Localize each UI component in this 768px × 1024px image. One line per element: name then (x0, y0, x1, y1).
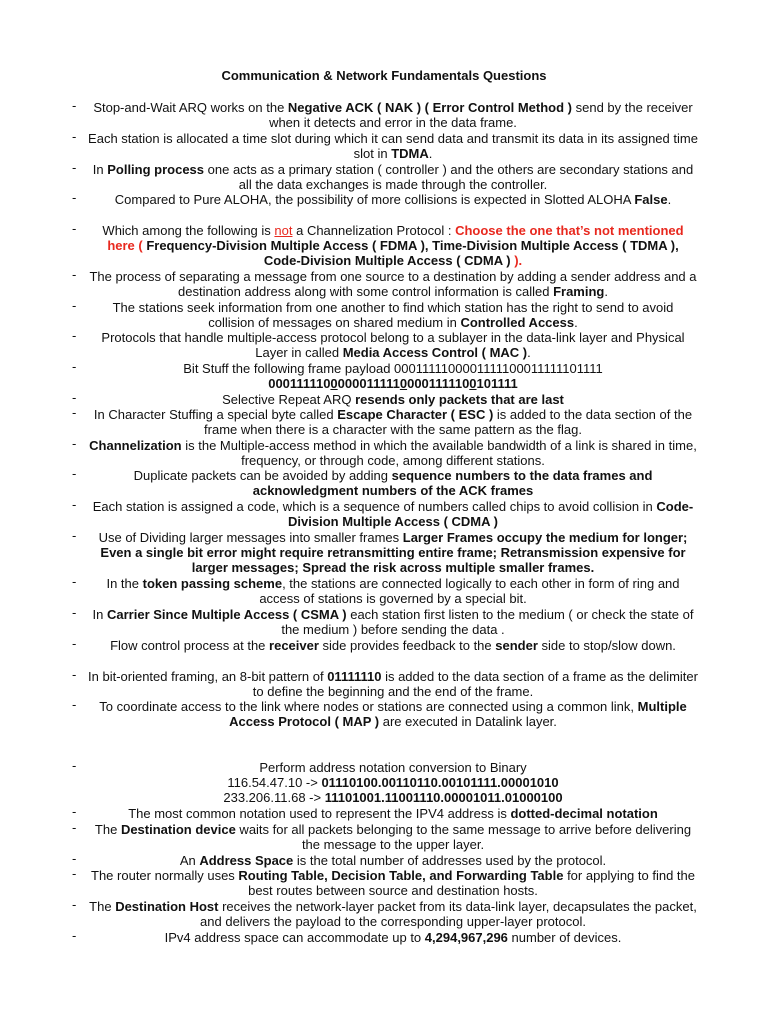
bullet-dash: - (72, 221, 77, 236)
bullet-dash: - (72, 667, 77, 682)
bold-text: Choose the one that’s not mentioned here ( (107, 223, 684, 254)
text-run: number of devices. (507, 930, 622, 945)
text-run: The stations seek information from one another to find which station has the right to send to avoid collision of messages on shared medium in (112, 300, 674, 331)
text-run: one acts as a primary station ( controller ) and the others are secondary stations and all the data exchanges is made through the controller. (204, 162, 694, 193)
bold-text: ). (510, 253, 523, 269)
bold-text: resends only packets that are last (355, 392, 564, 407)
bullet-dash: - (72, 897, 77, 912)
text-run: is added to the data section of the frame when there is a character with the same pattern as the flag. (204, 407, 693, 438)
list-item (0, 853, 768, 868)
bold-text: Escape Character ( ESC ) (337, 407, 494, 422)
list-item (0, 930, 768, 945)
list-item-text (88, 499, 698, 529)
list-item-text (88, 100, 698, 130)
bold-text: Code-Division Multiple Access ( CDMA ) (288, 499, 694, 530)
text-run: The (89, 899, 116, 914)
bullet-dash: - (72, 758, 77, 773)
list-item-text (88, 930, 698, 945)
list-item-text (88, 530, 698, 576)
text-run: 233.206.11.68 -> (223, 790, 325, 806)
list-item-text (88, 361, 698, 391)
bullet-dash: - (72, 928, 77, 943)
bullet-dash: - (72, 804, 77, 819)
list-item (0, 530, 768, 576)
list-item (0, 607, 768, 637)
text-run: An (179, 853, 200, 868)
text-run: Duplicate packets can be avoided by adding (133, 468, 392, 483)
list-item-text (88, 330, 698, 360)
list-item-text (88, 407, 698, 437)
text-run: In Character Stuffing a special byte called (93, 407, 338, 422)
bullet-dash: - (72, 851, 77, 866)
list-item-text (88, 192, 698, 207)
bold-text: 0 (330, 376, 338, 392)
text-run: send by the receiver when it detects and error in the data frame. (269, 100, 693, 131)
list-item (0, 131, 768, 161)
text-run: . (604, 284, 608, 300)
bold-text: 000111110 (407, 376, 470, 392)
bold-text: Negative ACK ( NAK ) ( Error Control Method ) (287, 100, 572, 115)
list-item (0, 330, 768, 360)
bold-text: Channelization (89, 438, 182, 453)
list-item-text (88, 607, 698, 637)
text-run: Which among the following is (102, 223, 275, 238)
list-item (0, 192, 768, 207)
text-run: not (274, 223, 293, 238)
bold-text: Destination device (120, 822, 236, 837)
list-item (0, 822, 768, 852)
bold-text: Multiple Access Protocol ( MAP ) (229, 699, 687, 730)
bold-text: dotted-decimal notation (510, 806, 658, 821)
list-item-text (88, 131, 698, 161)
text-run: is the Multiple-access method in which the available bandwidth of a link is shared in time, frequency, or through code, among different stations. (181, 438, 697, 469)
bold-text: receiver (269, 638, 319, 653)
list-item-text (88, 822, 698, 852)
list-item-text (88, 638, 698, 653)
bold-text: sender (495, 638, 538, 653)
bold-text: Address Space (199, 853, 294, 868)
bullet-dash: - (72, 405, 77, 420)
list-item-text (88, 392, 698, 407)
bold-text: Carrier Since Multiple Access ( CSMA ) (107, 607, 347, 622)
bold-text: sequence numbers to the data frames and acknowledgment numbers of the ACK frames (252, 468, 653, 499)
text-run: Compared to Pure ALOHA, the possibility of more collisions is expected in Slotted ALOHA (114, 192, 635, 207)
bullet-dash: - (72, 328, 77, 343)
bullet-dash: - (72, 697, 77, 712)
bold-text: 4,294,967,296 (424, 930, 508, 945)
text-run: The router normally uses (91, 868, 239, 883)
bold-text: Routing Table, Decision Table, and Forwarding Table (238, 868, 564, 883)
bold-text: token passing scheme (142, 576, 283, 591)
bullet-dash: - (72, 528, 77, 543)
bold-text: 01111110 (327, 669, 382, 684)
bold-text: 0 (399, 376, 408, 392)
list-item-text (88, 223, 698, 269)
list-item (0, 407, 768, 437)
bullet-dash: - (72, 298, 77, 313)
text-run: IPv4 address space can accommodate up to (164, 930, 425, 945)
text-run: is added to the data section of a frame as the delimiter to define the beginning and the end of the frame. (252, 669, 698, 700)
text-run: side to stop/slow down. (537, 638, 676, 653)
text-run: In (92, 607, 107, 622)
list-item-text (88, 468, 698, 498)
text-run: Perform address notation conversion to Binary (259, 760, 527, 775)
text-run: The most common notation used to represent the IPV4 address is (128, 806, 511, 821)
text-run: Protocols that handle multiple-access protocol belong to a sublayer in the data-link layer and Physical Layer in called (101, 330, 685, 361)
bold-text: Frequency-Division Multiple Access ( FDMA ), Time-Division Multiple Access ( TDMA ), Code-Division Multiple Access ( CDMA ) (146, 238, 679, 269)
list-item-text (88, 576, 698, 606)
text-run: Each station is allocated a time slot during which it can send data and transmit its data in its assigned time slot in (88, 131, 698, 162)
text-run: are executed in Datalink layer. (379, 714, 557, 730)
list-item (0, 438, 768, 468)
bold-text: 01110100.00110110.00101111.00001010 (321, 775, 559, 791)
text-run: Flow control process at the (110, 638, 270, 653)
text-run: waits for all packets belonging to the same message to arrive before delivering the message to the upper layer. (235, 822, 692, 853)
list-item-text (88, 300, 698, 330)
list-item (0, 361, 768, 391)
bullet-dash: - (72, 190, 77, 205)
page-title: Communication & Network Fundamentals Questions (221, 68, 547, 83)
bullet-dash: - (72, 574, 77, 589)
bold-text: Controlled Access (460, 315, 575, 331)
list-item-text (88, 868, 698, 898)
text-run: Use of Dividing larger messages into smaller frames (98, 530, 403, 545)
bold-text: Destination Host (115, 899, 219, 914)
list-item (0, 100, 768, 130)
bullet-dash: - (72, 866, 77, 881)
bold-text: 000011111 (337, 376, 400, 392)
list-item (0, 468, 768, 498)
bullet-dash: - (72, 160, 77, 175)
list-item (0, 699, 768, 729)
list-item-text (88, 760, 698, 806)
list-item (0, 760, 768, 806)
list-item-text (88, 669, 698, 699)
text-run: . (574, 315, 578, 331)
text-run: each station first listen to the medium ( or check the state of the medium ) before sending the data . (281, 607, 694, 638)
list-item (0, 392, 768, 407)
list-item-text (88, 899, 698, 929)
text-run: Bit Stuff the following frame payload 0001111100001111100011111101111 (183, 361, 603, 376)
bullet-dash: - (72, 436, 77, 451)
list-item (0, 868, 768, 898)
bold-text: 0 (469, 376, 477, 392)
bullet-dash: - (72, 820, 77, 835)
bullet-dash: - (72, 129, 77, 144)
text-run: , the stations are connected logically to each other in form of ring and access of stations is governed by a special bit. (259, 576, 680, 607)
text-run: is the total number of addresses used by the protocol. (293, 853, 607, 868)
bullet-dash: - (72, 98, 77, 113)
bold-text: Media Access Control ( MAC ) (342, 345, 528, 361)
bullet-dash: - (72, 497, 77, 512)
bullet-dash: - (72, 466, 77, 481)
bold-text: Framing (553, 284, 605, 300)
list-item-text (88, 269, 698, 299)
text-run: In the (106, 576, 143, 591)
bold-text: False (634, 192, 668, 207)
bold-text: Polling process (107, 162, 205, 177)
list-item (0, 669, 768, 699)
text-run: To coordinate access to the link where nodes or stations are connected using a common link, (99, 699, 638, 714)
text-run: In bit-oriented framing, an 8-bit pattern of (88, 669, 328, 684)
list-item-text (88, 162, 698, 192)
bold-text: 101111 (476, 376, 518, 392)
list-item (0, 162, 768, 192)
text-run: Stop-and-Wait ARQ works on the (93, 100, 288, 115)
list-item (0, 576, 768, 606)
text-run: a Channelization Protocol : (292, 223, 456, 238)
bold-text: TDMA (391, 146, 429, 162)
list-item (0, 638, 768, 653)
text-run: . (667, 192, 672, 207)
bullet-dash: - (72, 605, 77, 620)
list-item-text (88, 438, 698, 468)
text-run: . (527, 345, 531, 361)
bullet-dash: - (72, 267, 77, 282)
bold-text: 11101001.11001110.00001011.01000100 (324, 790, 563, 806)
bullet-dash: - (72, 636, 77, 651)
text-run: In (92, 162, 108, 177)
text-run: side provides feedback to the (318, 638, 496, 653)
list-item (0, 806, 768, 821)
list-item (0, 300, 768, 330)
bold-text: Larger Frames occupy the medium for longer; Even a single bit error might require retransmitting entire frame; Retransmission expensive for larger messages; Spread the risk across multiple smaller frames. (100, 530, 688, 576)
list-item (0, 223, 768, 269)
text-run: The process of separating a message from one source to a destination by adding a sender address and a destination address along with some control information is called (89, 269, 697, 300)
list-item-text (88, 806, 698, 821)
text-run: Selective Repeat ARQ (222, 392, 356, 407)
list-item (0, 499, 768, 529)
list-item-text (88, 853, 698, 868)
bullet-dash: - (72, 359, 77, 374)
text-run: receives the network-layer packet from its data-link layer, decapsulates the packet, and delivers the payload to the corresponding upper-layer protocol. (200, 899, 697, 930)
text-run: Each station is assigned a code, which is a sequence of numbers called chips to avoid collision in (92, 499, 657, 514)
bullet-dash: - (72, 390, 77, 405)
list-item (0, 269, 768, 299)
text-run: for applying to find the best routes between source and destination hosts. (248, 868, 695, 899)
list-item-text (88, 699, 698, 729)
text-run: 116.54.47.10 -> (227, 775, 322, 791)
bold-text: 000111110 (268, 376, 331, 392)
list-item (0, 899, 768, 929)
text-run: The (94, 822, 121, 837)
text-run: . (428, 146, 433, 162)
